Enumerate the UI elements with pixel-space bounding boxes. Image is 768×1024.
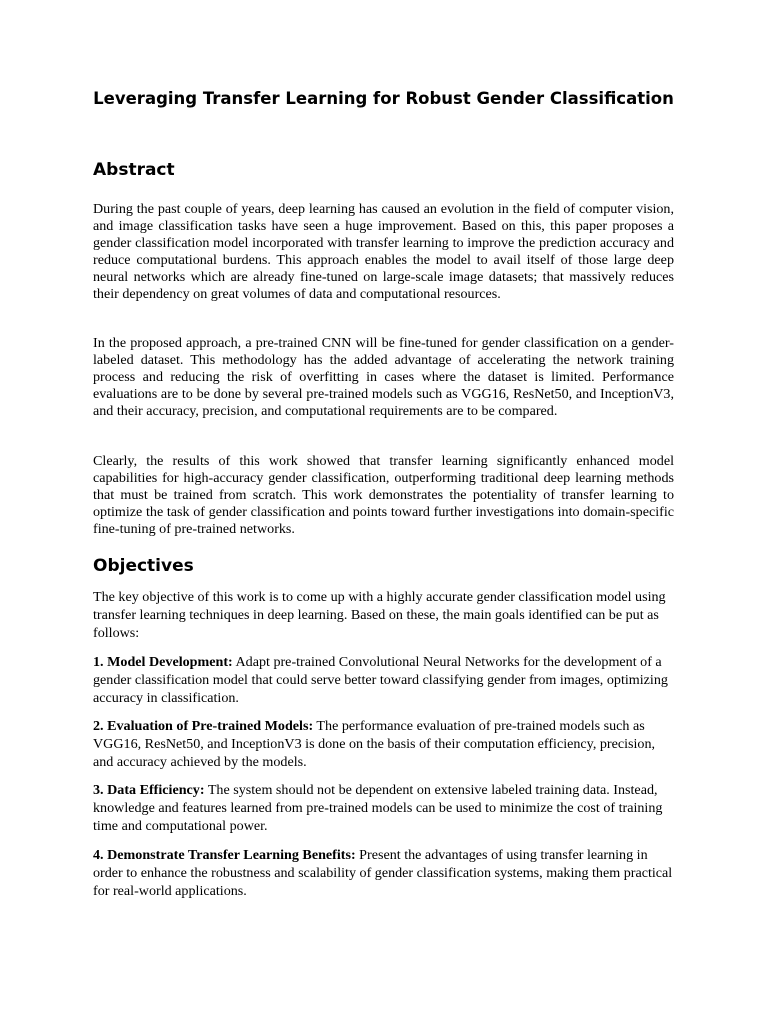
objective-item — [93, 846, 674, 901]
objectives-intro: The key objective of this work is to come up with a highly accurate gender classification model using transfer learning techniques in deep learning. Based on these, the main goals identified can be put as follows: — [93, 589, 666, 642]
objective-lead: 4. Demonstrate Transfer Learning Benefits: — [93, 847, 356, 863]
objective-lead: 1. Model Development: — [93, 654, 233, 670]
abstract-paragraph-2: In the proposed approach, a pre-trained CNN will be fine-tuned for gender classification on a gender-labeled dataset. This methodology has the added advantage of accelerating the network training process and reducing the risk of overfitting in cases where the dataset is limited. Performance evaluations are to be done by several pre-trained models such as VGG16, ResNet50, and InceptionV3, and their accuracy, precision, and computational requirements are to be compared. — [93, 335, 674, 419]
objective-item — [93, 717, 674, 772]
objective-lead: 2. Evaluation of Pre-trained Models: — [93, 718, 314, 734]
abstract-paragraph-3: Clearly, the results of this work showed that transfer learning significantly enhanced model capabilities for high-accuracy gender classification, outperforming traditional deep learning methods that must be trained from scratch. This work demonstrates the potentiality of transfer learning to optimize the task of gender classification and points toward further investigations into domain-specific fine-tuning of pre-trained networks. — [93, 453, 674, 537]
abstract-heading: Abstract — [93, 160, 175, 180]
objective-lead: 3. Data Efficiency: — [93, 782, 205, 798]
document-title: Leveraging Transfer Learning for Robust Gender Classification — [93, 89, 674, 108]
objective-text: The system should not be dependent on extensive labeled training data. Instead, knowledge and features learned from pre-trained models can be used to minimize the cost of training time and computational power. — [93, 782, 663, 835]
objective-text: Present the advantages of using transfer learning in order to enhance the robustness and scalability of gender classification systems, making them practical for real-world applications. — [93, 847, 673, 900]
objective-text: Adapt pre-trained Convolutional Neural Networks for the development of a gender classification model that could serve better toward classifying gender from images, optimizing accuracy in classification. — [93, 654, 668, 707]
objective-item — [93, 781, 674, 836]
objective-item — [93, 653, 674, 708]
objectives-heading: Objectives — [93, 556, 194, 576]
objective-text: The performance evaluation of pre-trained models such as VGG16, ResNet50, and InceptionV3 is done on the basis of their computation efficiency, precision, and accuracy achieved by the models. — [93, 718, 656, 771]
abstract-paragraph-1: During the past couple of years, deep learning has caused an evolution in the field of computer vision, and image classification tasks have seen a huge improvement. Based on this, this paper proposes a gender classification model incorporated with transfer learning to improve the prediction accuracy and reduce computational burdens. This approach enables the model to avail itself of those large deep neural networks which are already fine-tuned on large-scale image datasets; that massively reduces their dependency on great volumes of data and computational resources. — [93, 201, 674, 302]
